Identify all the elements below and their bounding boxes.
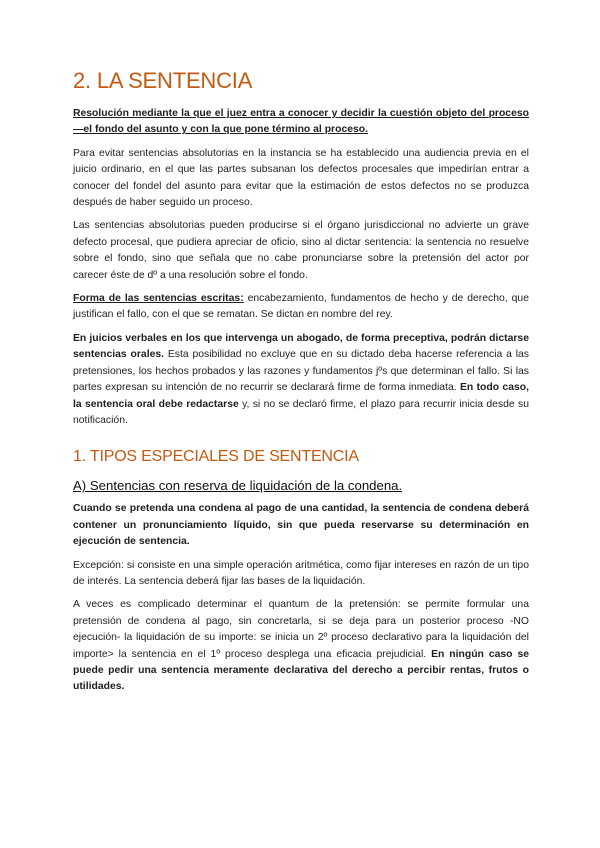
orales-text-1: Esta posibilidad no excluye que en su dictado deba hacerse referencia a las pretensiones, los hechos probados y las razones y fundamentos jºs que determinan el fallo. Si las partes expresan su intención de no recurrir se declarará firme de forma inmediata. bbox=[73, 349, 529, 394]
paragraph-quantum bbox=[73, 597, 529, 695]
quantum-bold: En ningún caso se puede pedir una sentencia meramente declarativa del derecho a percibir rentas, frutos o utilidades. bbox=[73, 648, 529, 693]
definition-text: Resolución mediante la que el juez entra a conocer y decidir la cuestión objeto del proceso —el fondo del asunto y con la que pone término al proceso. bbox=[73, 108, 529, 136]
subsection-a-title: A) Sentencias con reserva de liquidación de la condena. bbox=[73, 478, 403, 494]
document-page bbox=[73, 68, 529, 703]
definition-paragraph bbox=[73, 106, 529, 139]
condena-text: Cuando se pretenda una condena al pago de una cantidad, la sentencia de condena deberá contener un pronunciamiento líquido, sin que pueda reservarse su determinación en ejecución de sentencia. bbox=[73, 503, 529, 548]
paragraph-excepcion: Excepción: si consiste en una simple operación aritmética, como fijar intereses en razón de un tipo de interés. La sentencia deberá fijar las bases de la liquidación. bbox=[73, 559, 529, 587]
paragraph-absolutorias-1: Para evitar sentencias absolutorias en la instancia se ha establecido una audiencia previa en el juicio ordinario, en el que las partes subsanan los defectos procesales que impedirían entrar a conocer del fondel del asunto para evitar que la estimación de estos defectos no se produzca después de haber seguido un proceso. bbox=[73, 147, 529, 209]
paragraph-orales bbox=[73, 331, 529, 429]
paragraph-forma bbox=[73, 291, 529, 324]
forma-label: Forma de las sentencias escritas: bbox=[73, 293, 244, 305]
orales-bold-1: En juicios verbales en los que intervenga un abogado, de forma preceptiva, podrán dictarse sentencias orales. bbox=[73, 332, 529, 361]
orales-bold-2: En todo caso, la sentencia oral debe redactarse bbox=[73, 382, 529, 410]
orales-text-2: y, si no se declaró firme, el plazo para recurrir inicia desde su notificación. bbox=[73, 398, 529, 426]
quantum-text: A veces es complicado determinar el quantum de la pretensión: se permite formular una pretensión de condena al pago, sin concretarla, si se deja para un posterior proceso -NO ejecución- la liquidación de su importe: se inicia un 2º proceso declarativo para la liquidación del importe> la sentencia en el 1º proceso desplega una eficacia prejudicial. bbox=[73, 599, 529, 660]
paragraph-absolutorias-2: Las sentencias absolutorias pueden producirse si el órgano jurisdiccional no advierte un grave defecto procesal, que pudiera apreciar de oficio, sino al dictar sentencia: la sentencia no resuelve sobre el fondo, sino que señala que no cabe pronunciarse sobre la pretensión del actor por carecer éste de dº a una resolución sobre el fondo. bbox=[73, 220, 529, 281]
section-1-title: 1. TIPOS ESPECIALES DE SENTENCIA bbox=[73, 448, 359, 466]
section-title: 2. LA SENTENCIA bbox=[73, 68, 253, 93]
paragraph-condena bbox=[73, 501, 529, 550]
forma-text: encabezamiento, fundamentos de hecho y de derecho, que justifican el fallo, con el que se rematan. Se dictan en nombre del rey. bbox=[73, 293, 529, 321]
